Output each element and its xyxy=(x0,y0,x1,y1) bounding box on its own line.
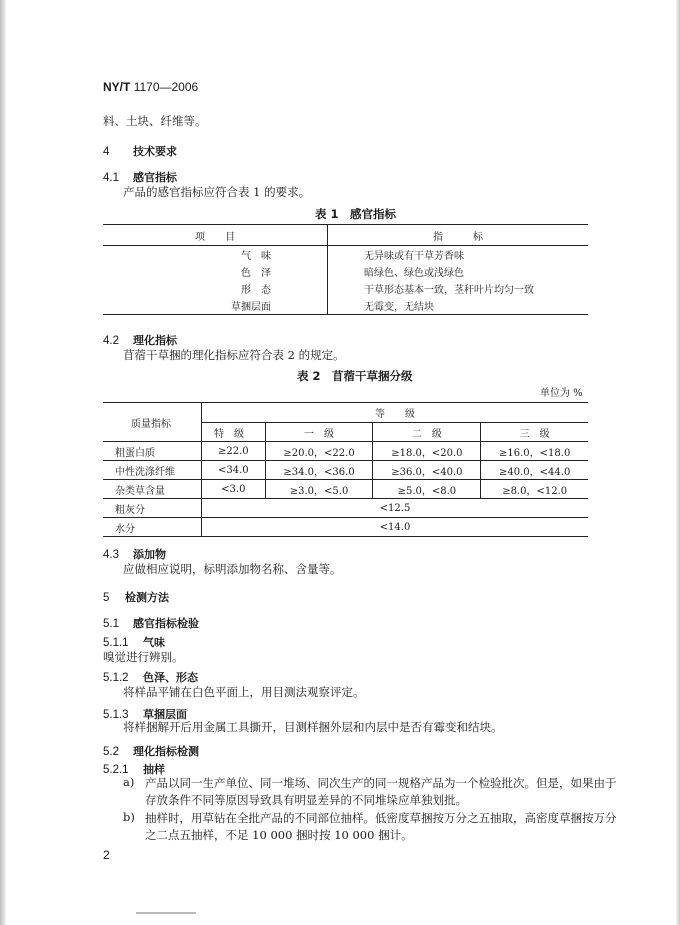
intro-line: 料、土块、纤维等。 xyxy=(103,114,207,128)
grade-special: 特 级 xyxy=(202,423,266,442)
table-2-unit: 单位为 % xyxy=(540,388,583,399)
table-row: 杂类草含量 <3.0 ≥3.0，<5.0 ≥5.0，<8.0 ≥8.0，<12.0 xyxy=(103,480,588,499)
section-4-2-heading: 4.2 理化指标 xyxy=(103,334,177,347)
table-2-grading xyxy=(103,402,588,537)
section-5-1-1-heading: 5.1.1 气味 xyxy=(103,636,165,649)
table-row: 气 味 无异味或有干草芳香味 xyxy=(103,246,588,264)
page-right-edge xyxy=(676,0,680,925)
table-1-sensory xyxy=(103,224,588,315)
section-5-2-1-heading: 5.2.1 抽样 xyxy=(103,763,165,776)
grade-3: 三 级 xyxy=(481,423,588,442)
table-1-header-index: 指 标 xyxy=(328,225,589,246)
section-4-1-heading: 4.1 感官指标 xyxy=(103,171,177,184)
list-item-a-marker: a) xyxy=(123,775,135,789)
section-5-2-heading: 5.2 理化指标检测 xyxy=(103,745,199,758)
table-row: 粗蛋白质 ≥22.0 ≥20.0，<22.0 ≥18.0，<20.0 ≥16.0，<18.0 xyxy=(103,442,588,461)
section-5-1-heading: 5.1 感官指标检验 xyxy=(103,617,199,630)
table-row: 草捆层面 无霉变，无结块 xyxy=(103,297,588,315)
section-5-1-1-text: 嗅觉进行辨别。 xyxy=(103,650,184,664)
section-5-heading: 5 检测方法 xyxy=(103,591,169,604)
table-1-caption: 表 1 感官指标 xyxy=(315,207,397,221)
section-5-1-3-heading: 5.1.3 草捆层面 xyxy=(103,708,187,721)
section-4-heading: 4 技术要求 xyxy=(103,145,177,158)
section-4-1-text: 产品的感官指标应符合表 1 的要求。 xyxy=(123,185,311,199)
table-2-caption: 表 2 苜蓿干草捆分级 xyxy=(297,369,413,383)
list-item-b-line-1: 抽样时，用草钻在全批产品的不同部位抽样。低密度草捆按万分之五抽取，高密度草捆按万分 xyxy=(145,811,617,825)
list-item-b-marker: b) xyxy=(123,810,135,824)
list-item-a-line-1: 产品以同一生产单位、同一堆场、同次生产的同一规格产品为一个检验批次。但是，如果由于 xyxy=(145,776,617,790)
list-item-a-line-2: 存放条件不同等原因导致具有明显差异的不同堆垛应单独划批。 xyxy=(145,793,467,807)
grade-1: 一 级 xyxy=(265,423,373,442)
list-item-b-line-2: 之二点五抽样，不足 10 000 捆时按 10 000 捆计。 xyxy=(145,828,413,842)
table-1-header-item: 项 目 xyxy=(103,225,328,246)
table-2-row-header: 质量指标 xyxy=(103,403,202,442)
page-left-edge xyxy=(0,0,6,925)
standard-code-header: NY/T 1170—2006 xyxy=(103,80,199,94)
page-number: 2 xyxy=(103,848,110,862)
section-4-2-text: 苜蓿干草捆的理化指标应符合表 2 的规定。 xyxy=(123,348,345,362)
table-row: 色 泽 暗绿色、绿色或浅绿色 xyxy=(103,263,588,280)
table-row: 中性洗涤纤维 <34.0 ≥34.0，<36.0 ≥36.0，<40.0 ≥40.0，<44.0 xyxy=(103,461,588,480)
section-5-1-2-text: 将样品平铺在白色平面上，用目测法观察评定。 xyxy=(123,685,365,699)
section-4-3-heading: 4.3 添加物 xyxy=(103,548,166,561)
section-5-1-2-heading: 5.1.2 色泽、形态 xyxy=(103,671,198,684)
table-row: 水分 <14.0 xyxy=(103,518,588,537)
table-row: 粗灰分 <12.5 xyxy=(103,499,588,518)
table-2-group-header: 等 级 xyxy=(202,403,589,423)
section-5-1-3-text: 将样捆解开后用金属工具撕开，目测样捆外层和内层中是否有霉变和结块。 xyxy=(123,720,503,734)
grade-2: 二 级 xyxy=(373,423,481,442)
bottom-scan-mark xyxy=(136,912,196,914)
table-row: 形 态 干草形态基本一致，茎秆叶片均匀一致 xyxy=(103,280,588,297)
section-4-3-text: 应做相应说明，标明添加物名称、含量等。 xyxy=(123,562,342,576)
